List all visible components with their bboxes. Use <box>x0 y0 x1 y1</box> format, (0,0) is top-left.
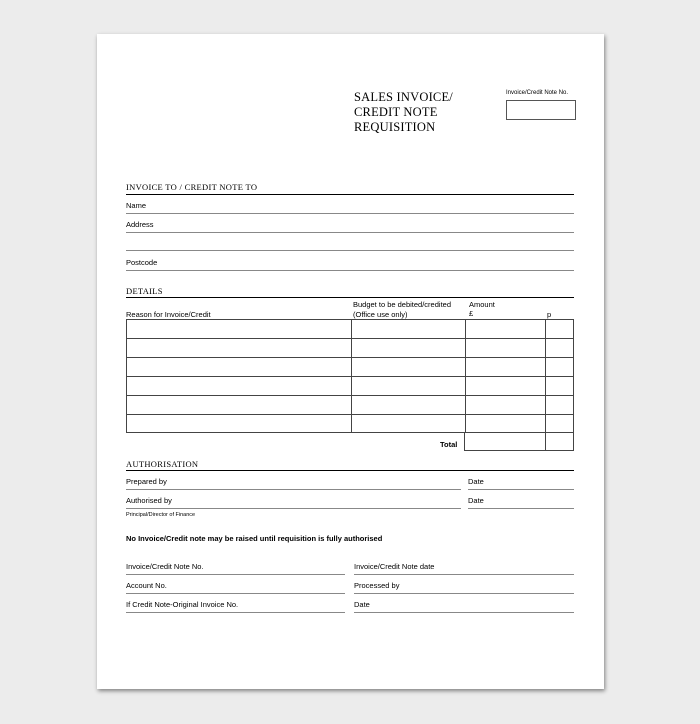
authorised-date-label: Date <box>468 496 484 505</box>
office-invoice-date-line[interactable] <box>354 574 574 575</box>
account-no-line[interactable] <box>126 593 345 594</box>
prepared-date-line[interactable] <box>468 489 574 490</box>
postcode-label: Postcode <box>126 258 158 267</box>
authorisation-warning: No Invoice/Credit note may be raised until requisition is fully authorised <box>126 534 383 543</box>
address-field-line-1[interactable] <box>126 232 574 233</box>
details-heading: DETAILS <box>126 286 163 296</box>
form-title <box>354 90 453 135</box>
col-amount-header: Amount <box>469 300 495 309</box>
office-invoice-no-label: Invoice/Credit Note No. <box>126 562 204 571</box>
prepared-by-line[interactable] <box>126 489 461 490</box>
col-reason-header: Reason for Invoice/Credit <box>126 310 211 319</box>
col-budget-header-2: (Office use only) <box>353 310 408 319</box>
processed-by-line[interactable] <box>354 593 574 594</box>
invoice-to-heading: INVOICE TO / CREDIT NOTE TO <box>126 182 258 192</box>
table-row[interactable] <box>127 357 573 358</box>
total-divider-pence <box>545 432 546 450</box>
account-no-label: Account No. <box>126 581 167 590</box>
postcode-field-line[interactable] <box>126 270 574 271</box>
invoice-to-rule <box>126 194 574 195</box>
prepared-by-label: Prepared by <box>126 477 167 486</box>
col-pence-header: p <box>547 310 552 319</box>
office-date-label: Date <box>354 600 370 609</box>
authorisation-rule <box>126 470 574 471</box>
office-invoice-date-label: Invoice/Credit Note date <box>354 562 435 571</box>
form-title-line-3: REQUISITION <box>354 120 436 134</box>
original-invoice-label: If Credit Note-Original Invoice No. <box>126 600 239 609</box>
processed-by-label: Processed by <box>354 581 400 590</box>
form-title-line-2: CREDIT NOTE <box>354 105 438 119</box>
col-budget-header-1: Budget to be debited/credited <box>353 300 451 309</box>
authorised-by-label: Authorised by <box>126 496 172 505</box>
name-field-line[interactable] <box>126 213 574 214</box>
details-table <box>126 319 574 433</box>
prepared-date-label: Date <box>468 477 484 486</box>
table-row[interactable] <box>127 414 573 415</box>
office-invoice-no-line[interactable] <box>126 574 345 575</box>
table-row[interactable] <box>127 376 573 377</box>
details-rule <box>126 297 574 298</box>
address-label: Address <box>126 220 154 229</box>
table-row[interactable] <box>127 395 573 396</box>
form-title-line-1: SALES INVOICE/ <box>354 90 453 104</box>
authorised-by-line[interactable] <box>126 508 461 509</box>
total-box[interactable] <box>464 432 574 451</box>
invoice-no-box[interactable] <box>506 100 576 120</box>
office-date-line[interactable] <box>354 612 574 613</box>
authorisation-heading: AUTHORISATION <box>126 459 199 469</box>
original-invoice-line[interactable] <box>126 612 345 613</box>
invoice-no-label: Invoice/Credit Note No. <box>506 90 569 96</box>
total-label: Total <box>440 440 458 449</box>
col-pound-header: £ <box>469 309 474 318</box>
invoice-form-page <box>97 34 604 689</box>
table-row[interactable] <box>127 338 573 339</box>
principal-note: Principal/Director of Finance <box>126 512 196 518</box>
authorised-date-line[interactable] <box>468 508 574 509</box>
address-field-line-2[interactable] <box>126 250 574 251</box>
name-label: Name <box>126 201 147 210</box>
